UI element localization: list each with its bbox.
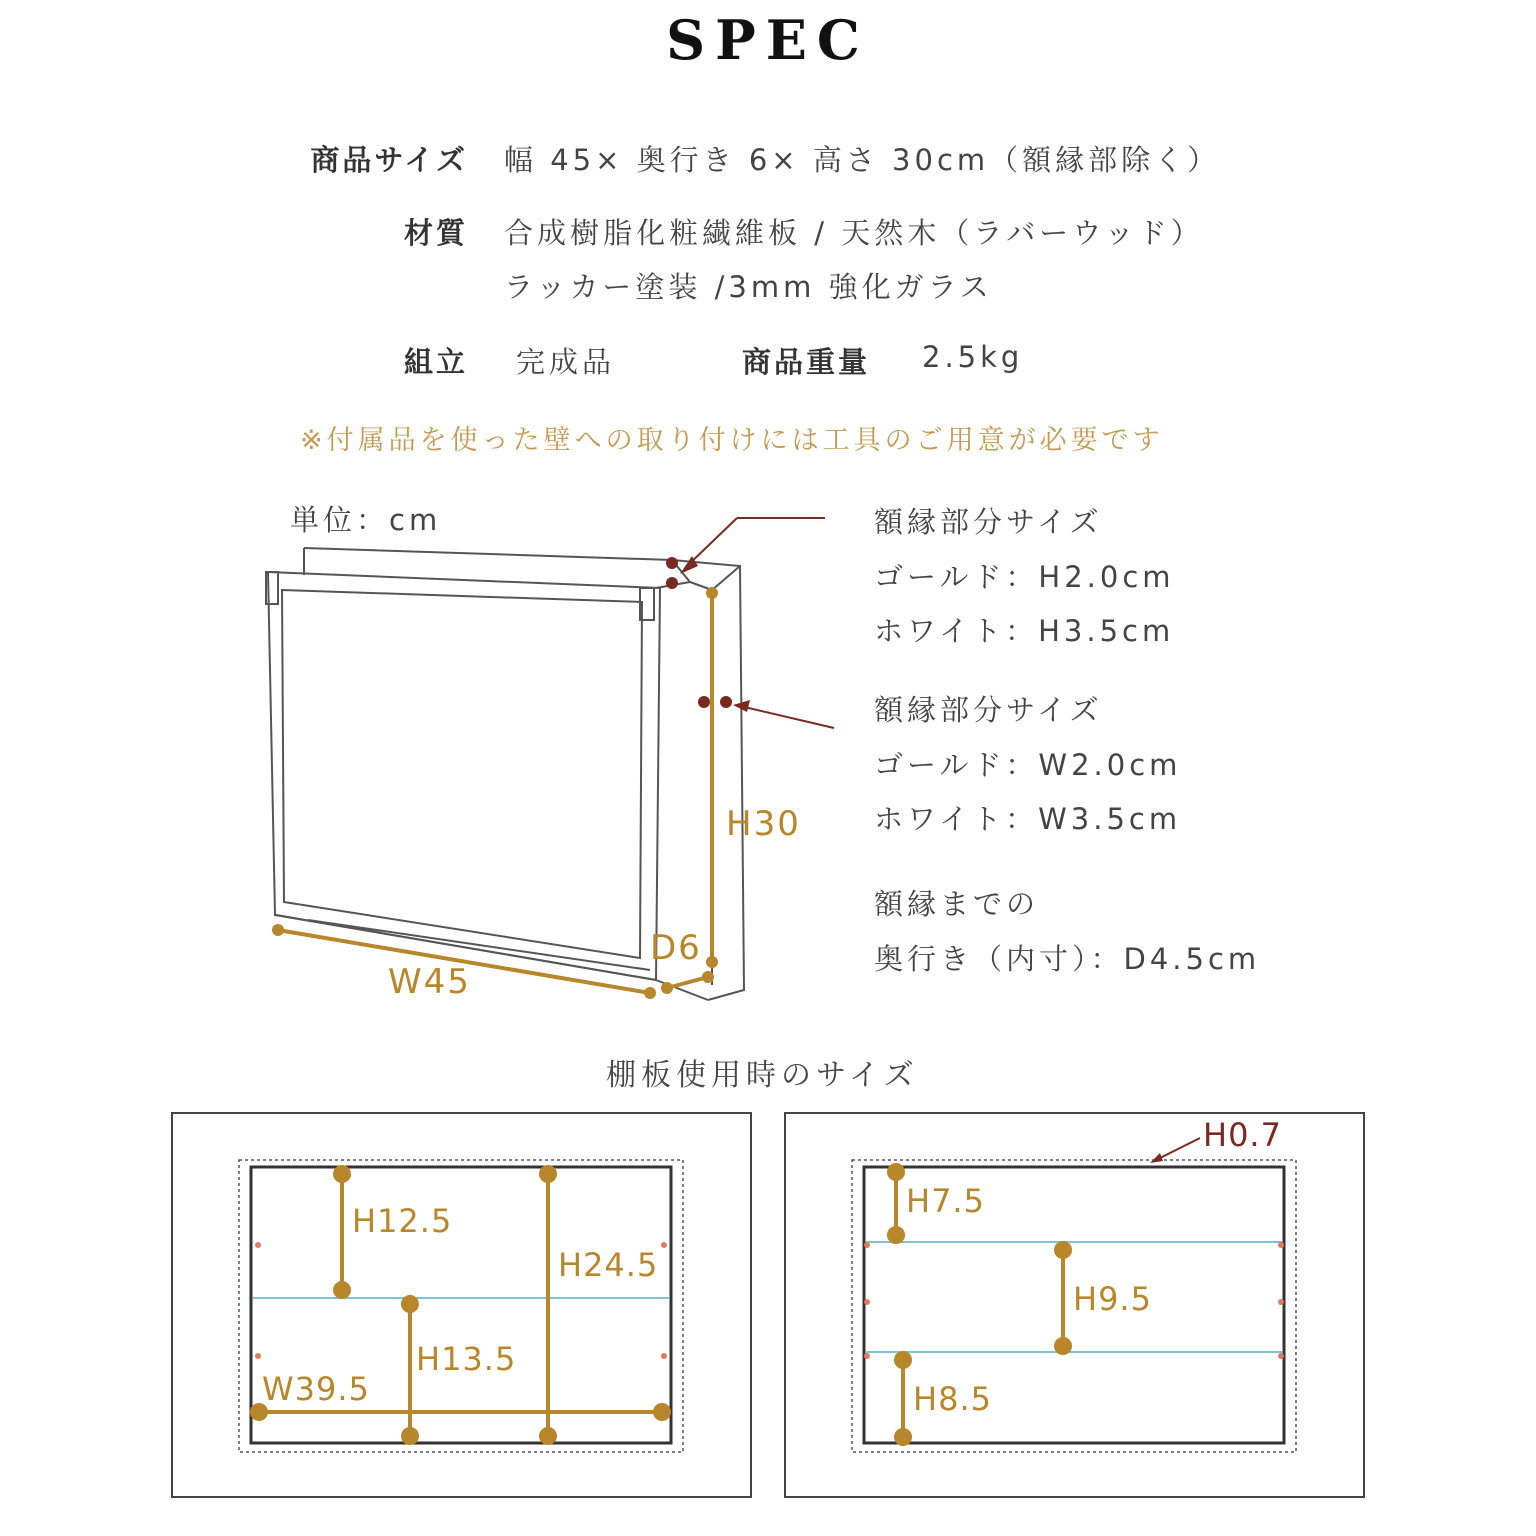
shelf-right-h-frame: H0.7 — [1203, 1116, 1282, 1154]
assembly-label: 組立 — [403, 345, 468, 379]
shelf-right-h-bottom: H8.5 — [913, 1380, 992, 1418]
depth-label: D6 — [650, 928, 702, 968]
size-value: 幅 45× 奥行き 6× 高さ 30cm（額縁部除く） — [504, 143, 1221, 177]
material-value-line1: 合成樹脂化粧繊維板 / 天然木（ラバーウッド） — [504, 216, 1204, 250]
unit-label: 単位：cm — [290, 503, 442, 537]
shelf-left-width: W39.5 — [262, 1370, 370, 1408]
shelf-left-h-total: H24.5 — [558, 1246, 659, 1284]
assembly-value: 完成品 — [516, 345, 616, 379]
shelf-right-h-mid: H9.5 — [1073, 1280, 1152, 1318]
frame-width-gold: ゴールド：W2.0cm — [874, 748, 1182, 782]
shelf-right-h-top: H7.5 — [906, 1182, 985, 1220]
shelf-left-h-bottom: H13.5 — [416, 1340, 517, 1378]
shelf-section-title: 棚板使用時のサイズ — [606, 1058, 919, 1093]
width-label: W45 — [388, 962, 471, 1002]
weight-label: 商品重量 — [741, 345, 870, 379]
frame-width-white: ホワイト：W3.5cm — [874, 802, 1182, 836]
frame-height-gold: ゴールド：H2.0cm — [874, 560, 1175, 594]
height-label: H30 — [726, 804, 801, 844]
frame-depth-line2: 奥行き（内寸）：D4.5cm — [874, 942, 1261, 976]
shelf-left-panel — [172, 1113, 751, 1497]
size-label: 商品サイズ — [310, 143, 468, 177]
frame-height-white: ホワイト：H3.5cm — [874, 614, 1175, 648]
frame-height-title: 額縁部分サイズ — [874, 505, 1103, 539]
frame-depth-line1: 額縁までの — [874, 887, 1040, 921]
frame-thickness-arrow — [1150, 1138, 1200, 1163]
installation-note: ※付属品を使った壁への取り付けには工具のご用意が必要です — [300, 425, 1164, 456]
shelf-left-h-top: H12.5 — [352, 1202, 453, 1240]
page-title: SPEC — [666, 8, 870, 72]
material-value-line2: ラッカー塗装 /3mm 強化ガラス — [504, 270, 993, 304]
material-label: 材質 — [403, 216, 468, 250]
frame-width-title: 額縁部分サイズ — [874, 693, 1103, 727]
weight-value: 2.5kg — [922, 340, 1024, 374]
